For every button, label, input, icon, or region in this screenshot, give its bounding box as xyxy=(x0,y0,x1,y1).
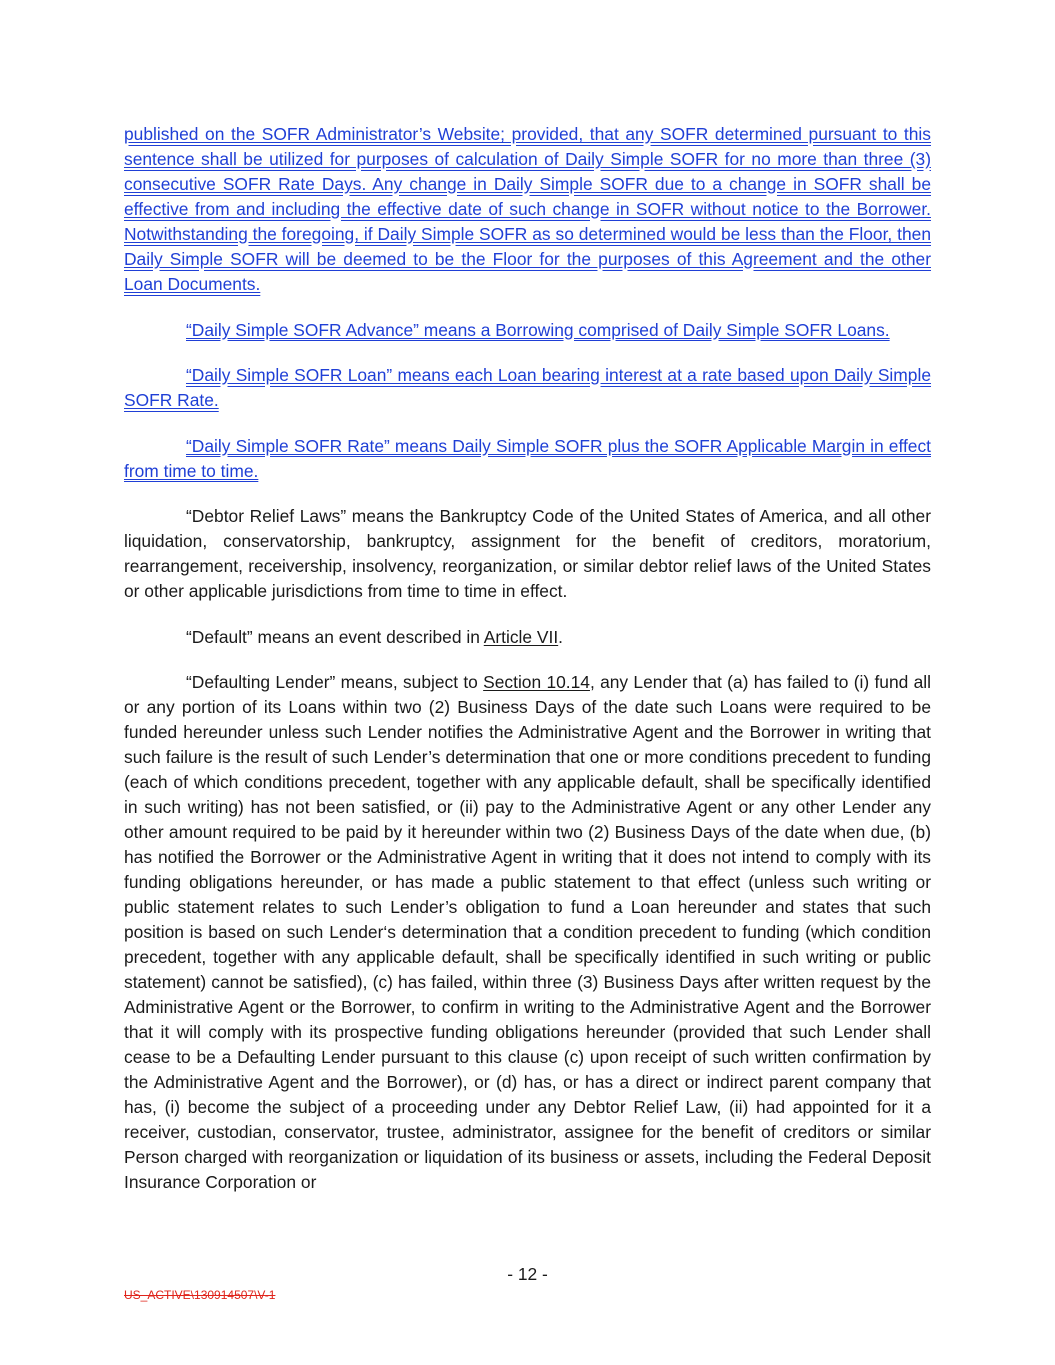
default-text-end: . xyxy=(558,626,564,647)
section-10-14-link[interactable]: Section 10.14 xyxy=(483,672,590,692)
document-id: US_ACTIVE\130914507\V-1 xyxy=(124,1288,276,1302)
page-number: - 12 - xyxy=(507,1264,548,1284)
definition-daily-simple-sofr-loan: “Daily Simple SOFR Loan” means each Loan bearing interest at a rate based upon Daily Simple SOFR Rate. xyxy=(124,365,931,410)
definition-defaulting-lender xyxy=(124,670,931,1195)
defaulting-lender-text: “Defaulting Lender” means, subject to xyxy=(186,672,484,692)
definition-default xyxy=(124,625,931,650)
document-body xyxy=(124,122,931,1216)
default-text: “Default” means an event described in xyxy=(186,626,484,647)
definition-debtor-relief-laws: “Debtor Relief Laws” means the Bankruptcy Code of the United States of America, and all other liquidation, conservatorship, bankruptcy, assignment for the benefit of creditors, moratorium, rearrangement, receivership, insolvency, reorganization, or similar debtor relief laws of the United States or other applicable jurisdictions from time to time in effect. xyxy=(124,506,931,601)
article-vii-link[interactable]: Article VII xyxy=(483,626,559,647)
defaulting-lender-text-cont: , any Lender that (a) has failed to (i) fund all or any portion of its Loans within two (2) Business Days of the date such Loans were required to be funded hereunder unless such Lender notifies the Administrative Agent and the Borrower in writing that such failure is the result of such Lender’s determination that one or more conditions precedent to funding (each of which conditions precedent, together with any applicable default, shall be specifically identified in such writing) has not been satisfied, or (ii) pay to the Administrative Agent or any other Lender any other amount required to be paid by it hereunder within two (2) Business Days of the date when due, (b) has notified the Borrower or the Administrative Agent in writing that it does not intend to comply with its funding obligations hereunder, or has made a public statement to that effect (unless such writing or public statement relates to such Lender’s obligation to fund a Loan hereunder and states that such position is based on such Lender‘s determination that a condition precedent to funding (which condition precedent, together with any applicable default, shall be specifically identified in such writing or public statement) cannot be satisfied), (c) has failed, within three (3) Business Days after written request by the Administrative Agent or the Borrower, to confirm in writing to the Administrative Agent and the Borrower that it will comply with its prospective funding obligations hereunder (provided that such Lender shall cease to be a Defaulting Lender pursuant to this clause (c) upon receipt of such written confirmation by the Administrative Agent and the Borrower), or (d) has, or has a direct or indirect parent company that has, (i) become the subject of a proceeding under any Debtor Relief Law, (ii) had appointed for it a receiver, custodian, conservator, trustee, administrator, assignee for the benefit of creditors or similar Person charged with reorganization or liquidation of its business or assets, including the Federal Deposit Insurance Corporation or xyxy=(124,672,931,1192)
definition-daily-simple-sofr-rate: “Daily Simple SOFR Rate” means Daily Simple SOFR plus the SOFR Applicable Margin in effect from time to time. xyxy=(124,435,931,481)
definition-daily-simple-sofr-advance: “Daily Simple SOFR Advance” means a Borrowing comprised of Daily Simple SOFR Loans. xyxy=(186,319,890,340)
paragraph-sofr-continuation: published on the SOFR Administrator’s Website; provided, that any SOFR determined pursuant to this sentence shall be utilized for purposes of calculation of Daily Simple SOFR for no more than three (3) consecutive SOFR Rate Days. Any change in Daily Simple SOFR due to a change in SOFR shall be effective from and including the effective date of such change in SOFR without notice to the Borrower. Notwithstanding the foregoing, if Daily Simple SOFR as so determined would be less than the Floor, then Daily Simple SOFR will be deemed to be the Floor for the purposes of this Agreement and the other Loan Documents. xyxy=(124,124,931,294)
